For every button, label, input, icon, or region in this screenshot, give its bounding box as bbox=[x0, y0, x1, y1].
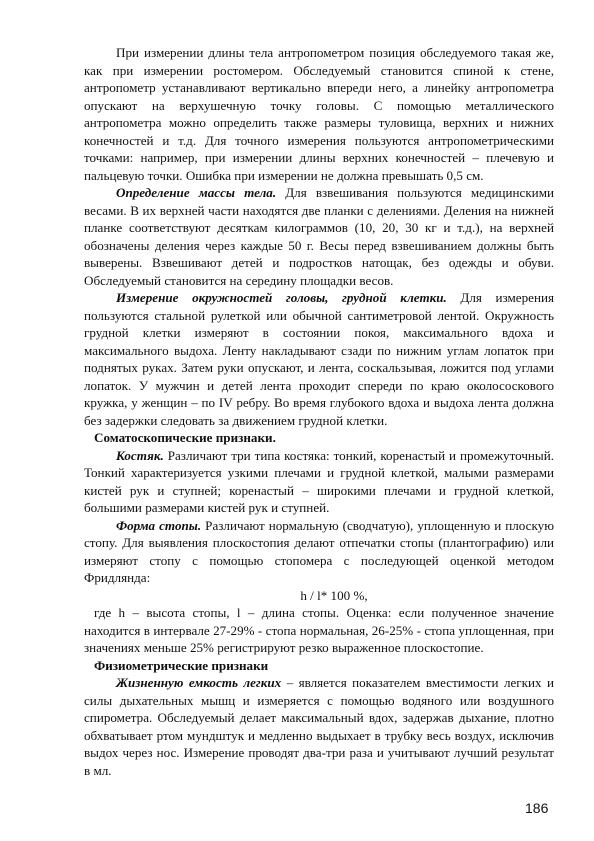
somatoscopic-heading: Соматоскопические признаки. bbox=[94, 430, 276, 445]
formula-explanation: где h – высота стопы, l – длина стопы. Оценка: если полученное значение находится в интервале 27-29% - стопа нормальная, 26-25% - стопа уплощенная, при значениях меньше 25% регистрируют резко выраженное плоскостопие. bbox=[84, 605, 554, 655]
friedland-formula: h / l* 100 %, bbox=[300, 587, 368, 603]
paragraph-vital-capacity bbox=[84, 674, 554, 779]
paragraph-anthropometer: При измерении длины тела антропометром позиция обследуемого такая же, как при измерении ростомером. Обследуемый становится спиной к стене, антропометр устанавливают вертикально впереди него, а линейку антропометра опускают на верхушечную точку головы. С помощью металлического антропометра можно определить также размеры туловища, верхних и нижних конечностей и т.д. Для точного измерения пользуются антропометрическими точками: например, при измерении длины верхних конечностей – плечевую и пальцевую точки. Ошибка при измерении не должна превышать 0,5 см. bbox=[84, 45, 554, 183]
vital-capacity-text: – является показателем вместимости легких и силы дыхательных мышц и измеряется с помощью водяного или воздушного спирометра. Обследуемый делает максимальный вдох, задержав дыхание, плотно обхватывает ртом мундштук и медленно выдыхает в трубку весь воздух, исключив выдох через нос. Измерение проводят два-три раза и учитывают лучший результат в мл. bbox=[84, 675, 554, 778]
body-mass-text: Для взвешивания пользуются медицинскими весами. В их верхней части находятся две планки с делениями. Деления на нижней планке соответствуют десяткам килограммов (10, 20, 30 кг и т.д.), на верхней обозначены деления через каждые 50 г. Весы перед взвешиванием должны быть выверены. Взвешивают детей и подростков натощак, без одежды и обуви. Обследуемый становится на середину площадки весов. bbox=[84, 185, 554, 288]
paragraph-foot-shape bbox=[84, 517, 554, 587]
paragraph-circumference bbox=[84, 289, 554, 429]
foot-shape-lead: Форма стопы. bbox=[116, 517, 202, 533]
paragraph-body-mass bbox=[84, 184, 554, 289]
circumference-text: Для измерения пользуются стальной рулеткой или обычной сантиметровой лентой. Окружность грудной клетки измеряют в состоянии покоя, максимального вдоха и максимального выдоха. Ленту накладывают сзади по нижним углам лопаток при поднятых руках. Затем руки опускают, и лента, соскальзывая, ложится под углами лопаток. У мужчин и детей лента проходит спереди по краю околососкового кружка, у женщин – по IV ребру. Во время глубокого вдоха и выдоха лента должна без задержки следовать за движением грудной клетки. bbox=[84, 290, 554, 428]
page-number: 186 bbox=[525, 800, 549, 816]
physiometric-heading: Физиометрические признаки bbox=[94, 657, 269, 673]
foot-shape-text: Различают нормальную (сводчатую), уплощенную и плоскую стопу. Для выявления плоскостопия делают отпечатки стопы (плантографию) или измеряют стопу с помощью стопомера с последующей оценкой методом Фридлянда: bbox=[84, 517, 555, 585]
circumference-lead: Измерение окружностей головы, грудной клетки. bbox=[116, 290, 447, 305]
paragraph-frame bbox=[84, 447, 554, 517]
document-page bbox=[84, 44, 554, 779]
frame-text: Различают три типа костяка: тонкий, коренастый и промежуточный. Тонкий характеризуется узкими плечами и грудной клеткой, малыми размерами кистей рук и ступней; коренастый – широкими плечами и грудной клеткой, большими размерами кистей рук и ступней. bbox=[84, 447, 554, 515]
frame-lead: Костяк. bbox=[116, 447, 164, 463]
vital-capacity-lead: Жизненную емкость легких bbox=[116, 675, 282, 690]
body-mass-lead: Определение массы тела. bbox=[116, 185, 277, 200]
